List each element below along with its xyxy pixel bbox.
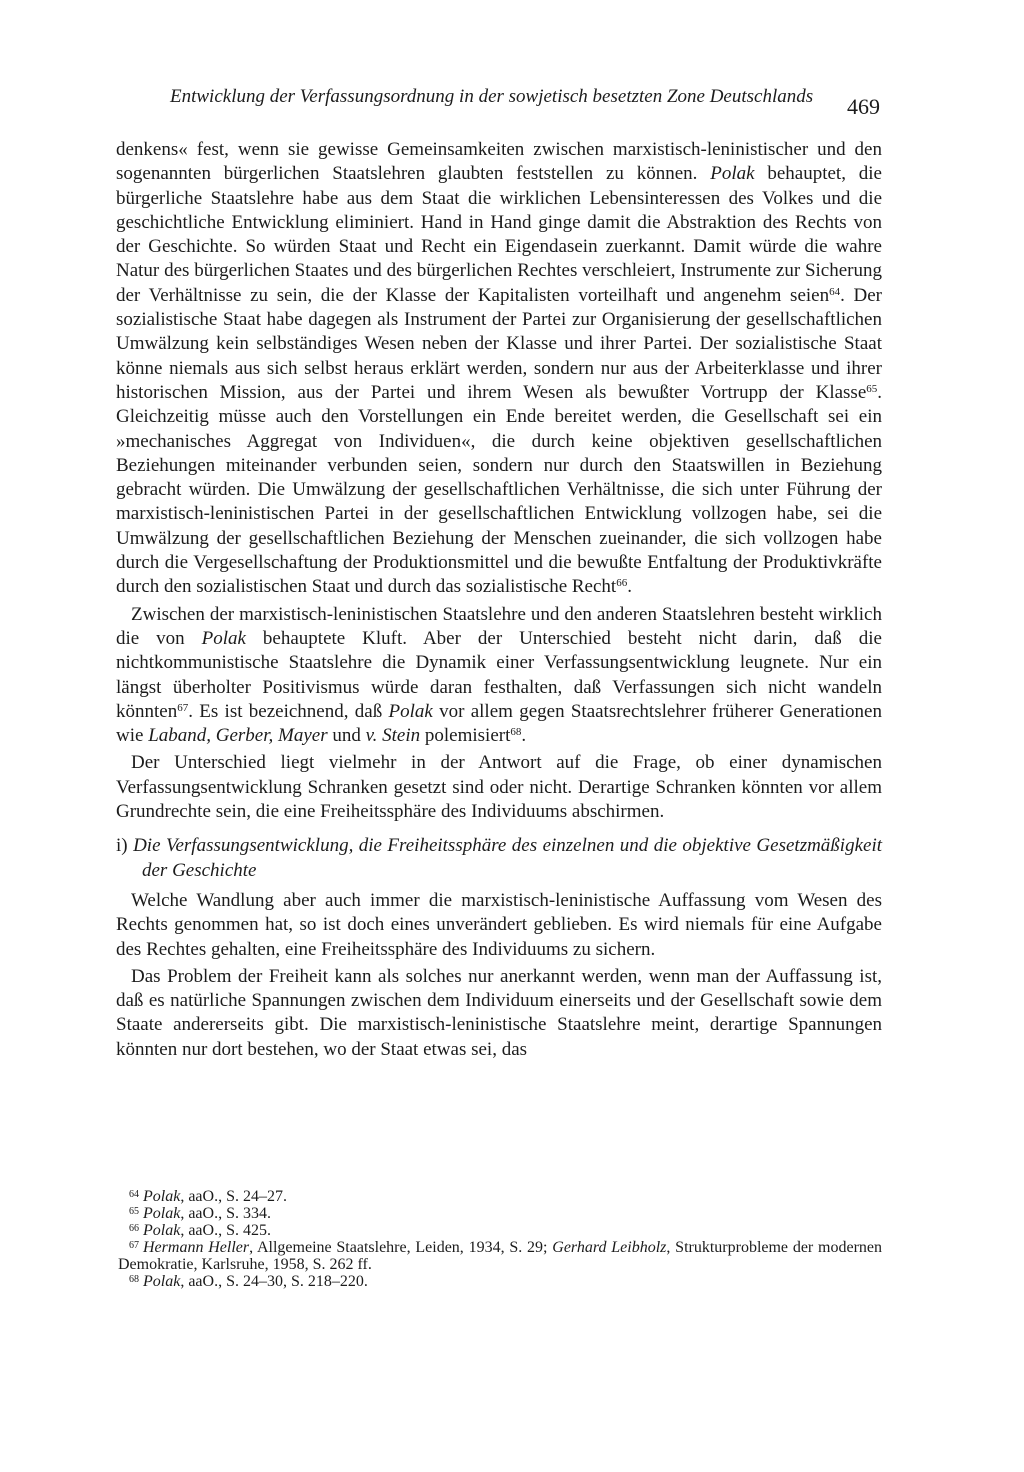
section-label: i): [116, 835, 128, 857]
footnote-ref-67[interactable]: 67: [177, 701, 189, 714]
footnote-66: 66 Polak, aaO., S. 425.: [129, 1222, 271, 1239]
footnote-ref-68[interactable]: 68: [510, 726, 522, 739]
paragraph-3: Der Unterschied liegt vielmehr in der Antwort auf die Frage, ob einer dynamischen Verfassungsentwicklung Schranken gesetzt sind oder nicht. Derartige Schranken könnten vor allem Grundrechte sein, die eine Freiheitssphäre des Individuums abschirmen.: [116, 752, 882, 823]
paragraph-5: Das Problem der Freiheit kann als solches nur anerkannt werden, wenn man der Auffassung ist, daß es natürliche Spannungen zwischen dem Individuum einerseits und der Gesellschaft sowie dem Staate andererseits gibt. Die marxistisch-leninistische Staatslehre meint, derartige Spannungen könnten nur dort bestehen, wo der Staat etwas sei, das: [116, 965, 882, 1060]
main-text: [116, 138, 882, 1062]
footnote-ref-65[interactable]: 65: [866, 382, 878, 395]
author-name: Polak: [710, 163, 755, 185]
footnote-ref-66[interactable]: 66: [616, 577, 628, 590]
author-names: Laband, Gerber, Mayer: [148, 725, 328, 747]
paragraph-2: Zwischen der marxistisch-leninistischen Staatslehre und den anderen Staatslehren besteht wirklich die von Polak behauptete Kluft. Aber der Unterschied besteht nicht darin, daß die nichtkommunistische Staatslehre die Dynamik einer Verfassungsentwicklung leugnete. Nur ein längst überholter Positivismus würde daran festhalten, daß Verfassungen sich nicht wandeln könnten$^{67}$. Es ist bezeichnend, daß Polak vor allem gegen Staatsrechtslehrer früherer Generationen wie Laband, Gerber, Mayer und v. Stein polemisiert$^{68}$.: [116, 603, 882, 747]
author-name: Polak: [201, 627, 246, 649]
footnotes: [118, 1188, 882, 1290]
author-name: Polak: [388, 700, 433, 722]
section-heading: [116, 834, 882, 883]
footnote-64: 64 Polak, aaO., S. 24–27.: [129, 1188, 287, 1205]
paragraph-4: Welche Wandlung aber auch immer die marxistisch-leninistische Auffassung vom Wesen des Rechts genommen hat, so ist doch eines unverändert geblieben. Es wird niemals für eine Aufgabe des Rechtes gehalten, eine Freiheitssphäre des Individuums zu sichern.: [116, 889, 882, 960]
section-title: Die Verfassungsentwicklung, die Freiheitssphäre des einzelnen und die objektive Gesetzmäßigkeit der Geschichte: [133, 835, 883, 881]
page-number: 469: [847, 94, 880, 119]
footnote-ref-64[interactable]: 64: [829, 285, 841, 298]
footnote-68: 68 Polak, aaO., S. 24–30, S. 218–220.: [129, 1273, 368, 1290]
footnote-65: 65 Polak, aaO., S. 334.: [129, 1205, 271, 1222]
paragraph-1: denkens« fest, wenn sie gewisse Gemeinsamkeiten zwischen marxistisch-leninistischer und den sogenannten bürgerlichen Staatslehren glaubten feststellen zu können. Polak behauptet, die bürgerliche Staatslehre habe aus dem Staat die wirklichen Lebensinteressen des Volkes und die geschichtliche Entwicklung eliminiert. Hand in Hand ginge damit die Abstraktion des Rechts von der Geschichte. So würden Staat und Recht ein Eigendasein zuerkannt. Damit würde die wahre Natur des bürgerlichen Staates und des bürgerlichen Rechtes verschleiert, Instrumente zur Sicherung der Verhältnisse zu sein, die der Klasse der Kapitalisten vorteilhaft und angenehm seien$^{64}$. Der sozialistische Staat habe dagegen als Instrument der Partei zur Organisierung der gesellschaftlichen Umwälzung kein selbständiges Wesen neben der Klasse und ihrer Partei. Der sozialistische Staat könne niemals aus sich selbst heraus erklärt werden, sondern nur aus der Arbeiterklasse und ihrer historischen Mission, aus der Partei und ihrem Wesen als bewußter Vortrupp der Klasse$^{65}$. Gleichzeitig müsse auch den Vorstellungen ein Ende bereitet werden, die Gesellschaft sei ein »mechanisches Aggregat von Individuen«, die durch keine objektiven gesellschaftlichen Beziehungen miteinander verbunden seien, sondern nur durch den Staatswillen in Beziehung gebracht würden. Die Umwälzung der gesellschaftlichen Verhältnisse, die sich unter Führung der marxistisch-leninistischen Partei in der gesellschaftlichen Entwicklung vollzogen habe, sei die Umwälzung der gesellschaftlichen Beziehung der Menschen zueinander, die sich vollzogen habe durch die Vergesellschaftung der Produktionsmittel und die bewußte Entfaltung der Produktivkräfte durch den sozialistischen Staat und durch das sozialistische Recht$^{66}$.: [116, 139, 882, 598]
running-head: Entwicklung der Verfassungsordnung in der sowjetisch besetzten Zone Deutschlands: [170, 86, 814, 107]
author-name: v. Stein: [365, 725, 421, 747]
footnote-67: 67 Hermann Heller, Allgemeine Staatslehre, Leiden, 1934, S. 29; Gerhard Leibholz, Strukturprobleme der modernen Demokratie, Karlsruhe, 1958, S. 262 ff.: [118, 1239, 883, 1273]
